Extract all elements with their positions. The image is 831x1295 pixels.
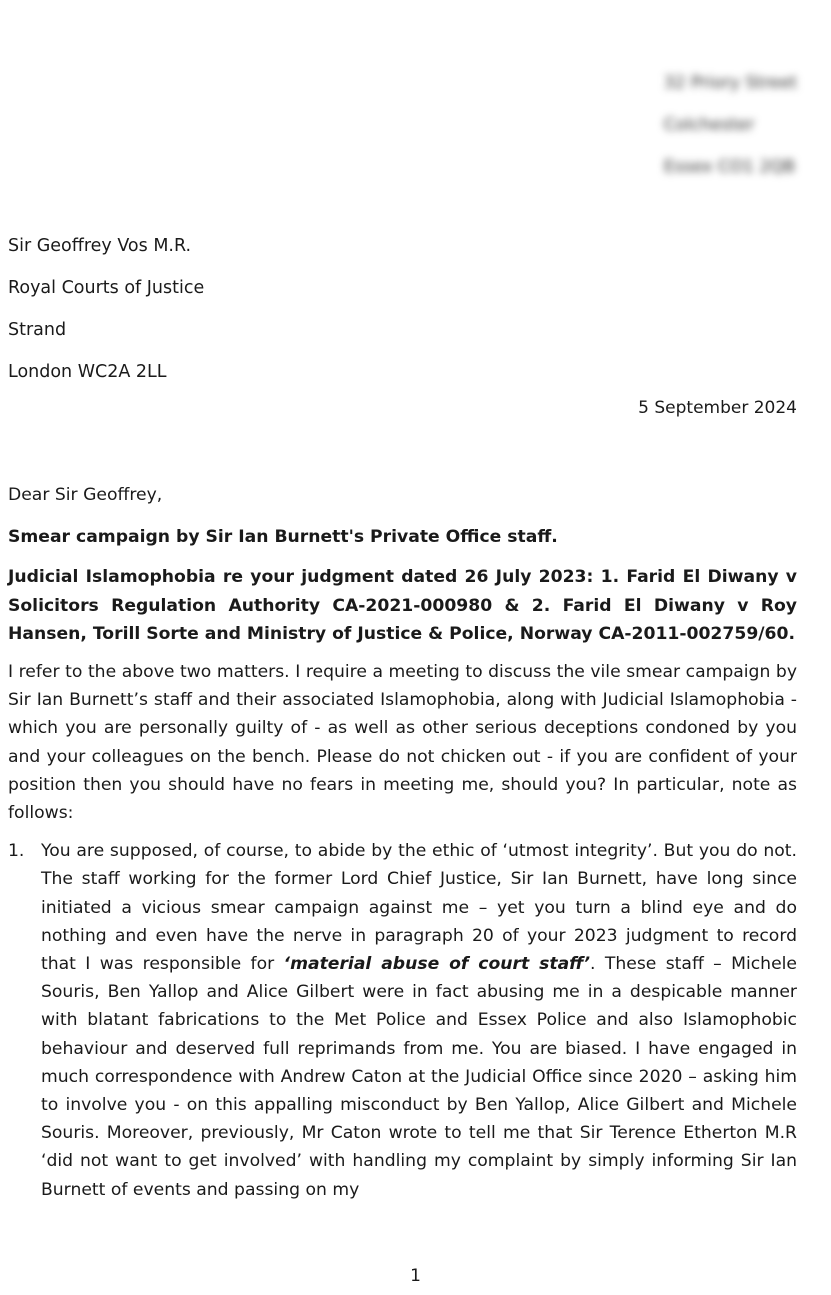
sender-address-line: Essex CO1 2QB <box>663 157 796 177</box>
subject-reference: Judicial Islamophobia re your judgment dated 26 July 2023: 1. Farid El Diwany v Solicitors Regulation Authority CA-2021-000980 & 2. Farid El Diwany v Roy Hansen, Torill Sorte and Ministry of Justice & Police, Norway CA-2011-002759/60. <box>8 567 797 644</box>
list-number: 1. <box>8 841 25 862</box>
sender-address-line: 32 Priory Street <box>663 73 797 93</box>
point-emphasis: ‘material abuse of court staff’ <box>283 954 591 975</box>
recipient-line: Sir Geoffrey Vos M.R. <box>8 236 192 256</box>
letter-date: 5 September 2024 <box>638 398 797 418</box>
recipient-line: Strand <box>8 320 67 340</box>
page-number: 1 <box>410 1266 421 1286</box>
recipient-line: Royal Courts of Justice <box>8 278 205 298</box>
sender-address-line: Colchester <box>663 115 755 135</box>
recipient-address <box>8 232 204 400</box>
salutation: Dear Sir Geoffrey, <box>8 485 163 505</box>
numbered-points <box>8 837 797 1204</box>
sender-address-redacted <box>664 62 797 188</box>
subject-heading: Smear campaign by Sir Ian Burnett's Private Office staff. <box>8 527 558 548</box>
point-text-before: You are supposed, of course, to abide by the ethic of ‘utmost integrity’. But you do not. The staff working for the former Lord Chief Justice, Sir Ian Burnett, have long since initiated a vicious smear campaign against me – yet you turn a blind eye and do nothing and even have the nerve in paragraph 20 of your 2023 judgment to record that I was responsible for <box>41 841 797 975</box>
intro-paragraph: I refer to the above two matters. I require a meeting to discuss the vile smear campaign by Sir Ian Burnett’s staff and their associated Islamophobia, along with Judicial Islamophobia - which you are personally guilty of - as well as other serious deceptions condoned by you and your colleagues on the bench. Please do not chicken out - if you are confident of your position then you should have no fears in meeting me, should you? In particular, note as follows: <box>8 662 797 824</box>
list-item <box>8 837 797 1204</box>
recipient-line: London WC2A 2LL <box>8 362 167 382</box>
letter-body <box>8 481 797 1204</box>
point-text-after: . These staff – Michele Souris, Ben Yallop and Alice Gilbert were in fact abusing me in a despicable manner with blatant fabrications to the Met Police and Essex Police and also Islamophobic behaviour and deserved full reprimands from me. You are biased. I have engaged in much correspondence with Andrew Caton at the Judicial Office since 2020 – asking him to involve you - on this appalling misconduct by Ben Yallop, Alice Gilbert and Michele Souris. Moreover, previously, Mr Caton wrote to tell me that Sir Terence Etherton M.R ‘did not want to get involved’ with handling my complaint by simply informing Sir Ian Burnett of events and passing on my <box>41 954 797 1200</box>
